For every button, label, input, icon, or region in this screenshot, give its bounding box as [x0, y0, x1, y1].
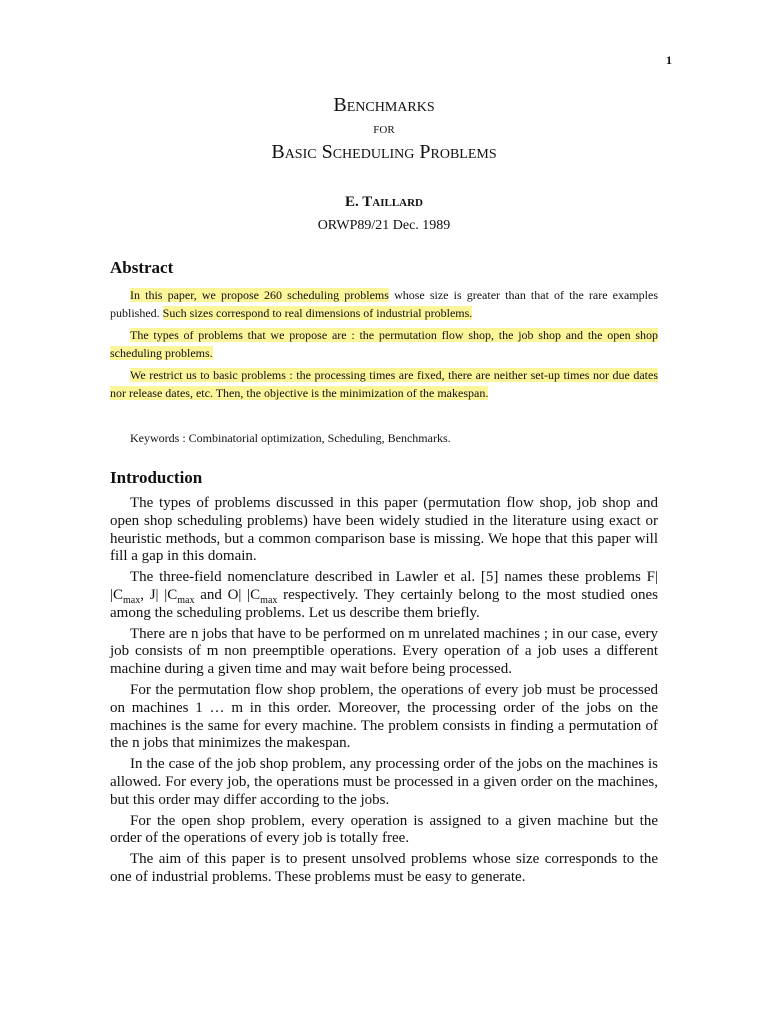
abstract-heading: Abstract: [110, 258, 174, 277]
paper-title: [0, 92, 768, 166]
subscript-max: max: [123, 594, 141, 606]
report-id-date: ORWP89/21 Dec. 1989: [317, 218, 451, 233]
introduction-body: [110, 495, 658, 890]
title-line-1: Benchmarks: [333, 94, 435, 116]
author-name: E. Taillard: [345, 194, 423, 210]
page-number: 1: [666, 53, 672, 67]
intro-paragraph-7: The aim of this paper is to present unsolved problems whose size corresponds to the one of industrial problems. These problems must be easy to generate.: [110, 851, 658, 885]
introduction-heading: Introduction: [110, 468, 203, 487]
intro-paragraph-1: The types of problems discussed in this paper (permutation flow shop, job shop and open shop scheduling problems) have been widely studied in the literature using exact or heuristic methods, but a common comparison base is missing. We hope that this paper will fill a gap in this domain.: [110, 495, 658, 565]
abstract-text: whose size is greater than that of the rare examples published.: [110, 288, 659, 320]
intro-paragraph-4: For the permutation flow shop problem, the operations of every job must be processed on machines 1 … m in this order. Moreover, the processing order of the jobs on the machines is the same for every machine. The problem consists in finding a permutation of the n jobs that minimizes the makespan.: [110, 681, 658, 752]
title-line-2: for: [373, 120, 395, 137]
highlighted-text: We restrict us to basic problems : the processing times are fixed, there are neither set-up times nor due dates nor release dates, etc. Then, the objective is the minimization of the makespan.: [110, 368, 658, 400]
title-line-3: Basic Scheduling Problems: [271, 141, 497, 163]
intro-text: The three-field nomenclature described in Lawler et al. [5] names these problems F| |C: [110, 569, 658, 603]
subscript-max: max: [177, 594, 195, 606]
highlighted-text: In this paper, we propose 260 scheduling problems: [130, 288, 389, 302]
intro-paragraph-2: [110, 569, 658, 622]
intro-paragraph-5: In the case of the job shop problem, any processing order of the jobs on the machines is allowed. For every job, the operations must be processed in a given order on the machines, but this order may differ according to the jobs.: [110, 756, 658, 808]
intro-paragraph-6: For the open shop problem, every operation is assigned to a given machine but the order of the operations of every job is totally free.: [110, 812, 658, 847]
intro-text: , J| |C: [140, 586, 178, 603]
intro-paragraph-3: There are n jobs that have to be performed on m unrelated machines ; in our case, every job consists of m non preemptible operations. Every operation of a job uses a different machine during a given time and may wait before being processed.: [110, 625, 658, 678]
highlighted-text: Such sizes correspond to real dimensions of industrial problems.: [162, 305, 473, 320]
keywords-line: Keywords : Combinatorial optimization, Scheduling, Benchmarks.: [130, 431, 451, 445]
abstract-paragraph-1: [110, 287, 658, 322]
intro-text: and O| |C: [194, 586, 261, 603]
subscript-max: max: [260, 594, 278, 606]
abstract-paragraph-3: [110, 367, 658, 402]
abstract-body: [110, 287, 658, 407]
abstract-paragraph-2: [110, 327, 658, 362]
intro-text: respectively. They certainly belong to the most studied ones among the scheduling problems. Let us describe them briefly.: [110, 586, 658, 621]
highlighted-text: The types of problems that we propose are : the permutation flow shop, the job shop and the open shop scheduling problems.: [110, 328, 658, 360]
